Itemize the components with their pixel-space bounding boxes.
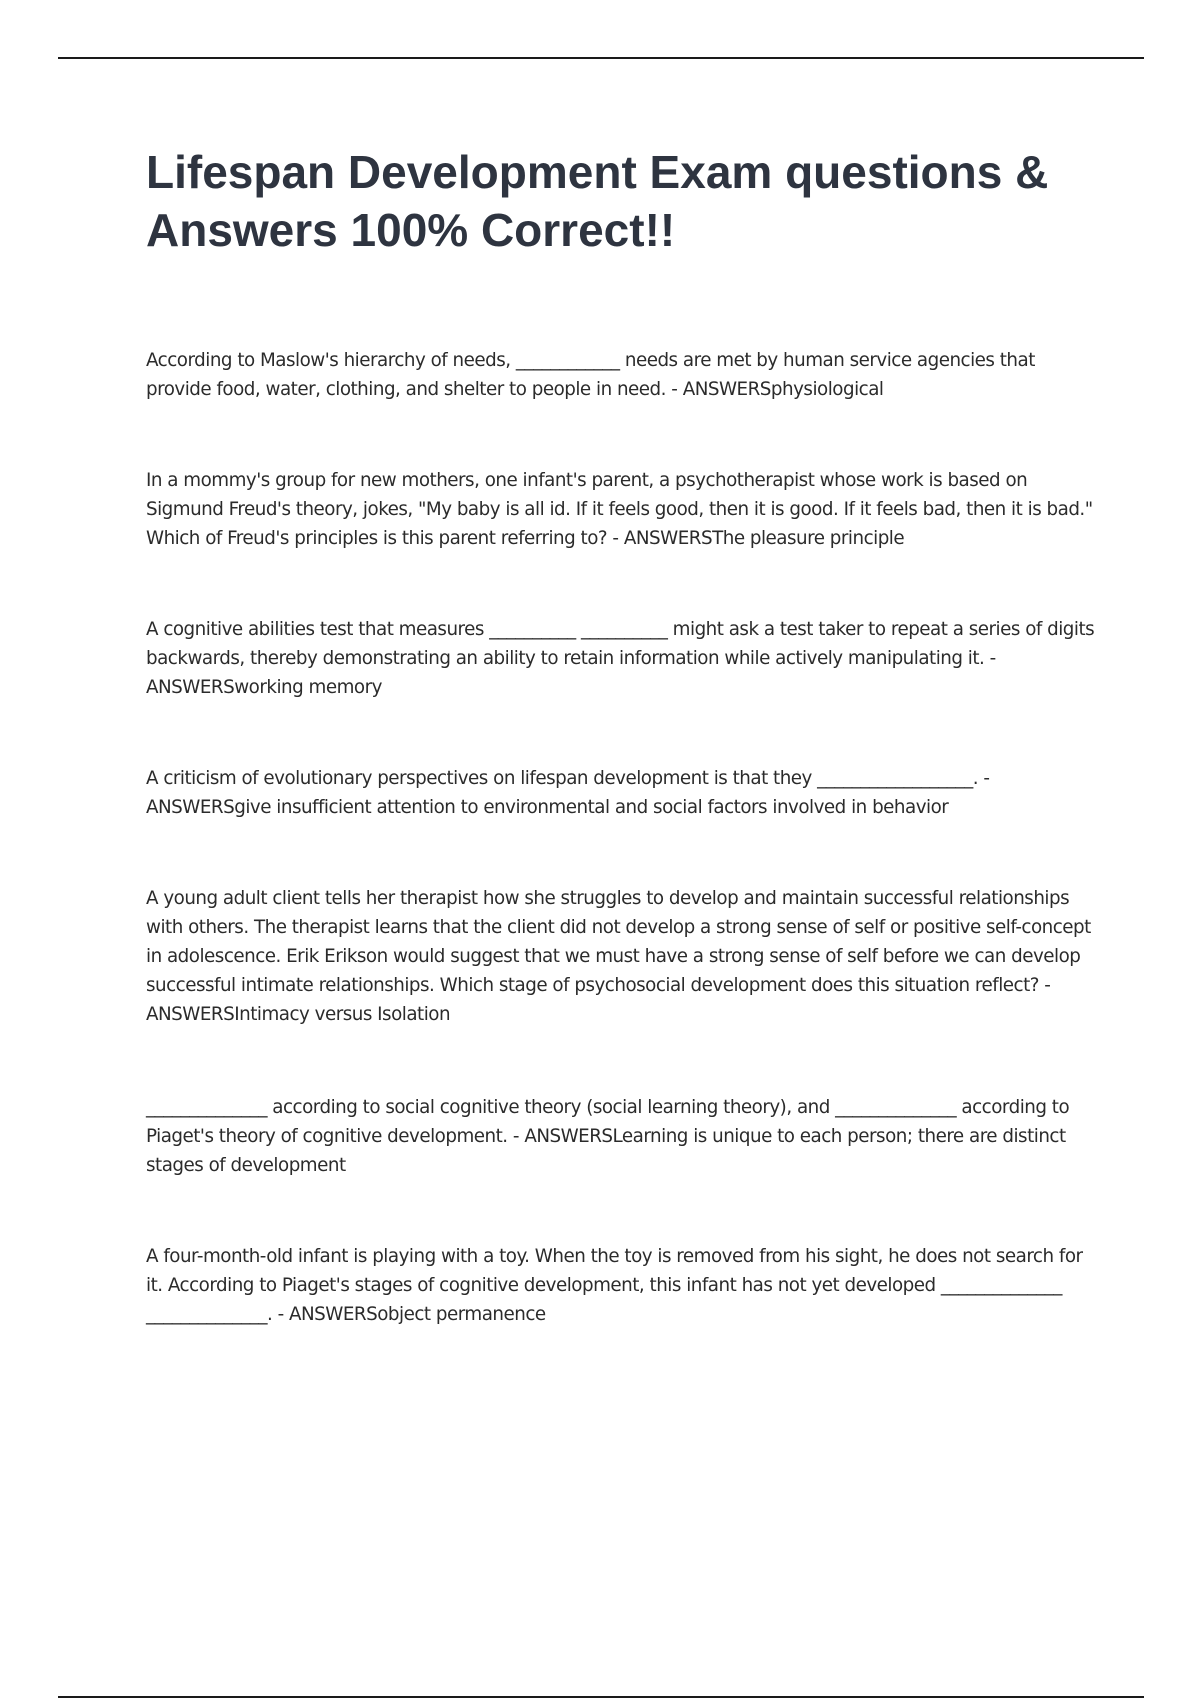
answer-separator: - ANSWERS [607,528,713,549]
question-text: According to Maslow's hierarchy of needs, ____________ needs are met by human service agencies that provide food, water, clothing, and shelter to people in need. [146,350,1035,400]
answer-separator: - ANSWERS [146,648,996,698]
answer-separator: - ANSWERS [507,1126,613,1147]
answer-separator: - ANSWERS [665,379,771,400]
qa-item [146,884,1096,1029]
bottom-divider [58,1696,1144,1698]
answer-text: The pleasure principle [712,528,905,549]
question-text: In a mommy's group for new mothers, one infant's parent, a psychotherapist whose work is based on Sigmund Freud's theory, jokes, "My baby is all id. If it feels good, then it is good. If it feels bad, then it is bad." Which of Freud's principles is this parent referring to? [146,470,1093,549]
answer-text: Intimacy versus Isolation [234,1004,451,1025]
answer-text: physiological [770,379,884,400]
answer-separator: - ANSWERS [272,1304,378,1325]
top-divider [58,57,1144,59]
question-text: A young adult client tells her therapist how she struggles to develop and maintain successful relationships with others. The therapist learns that the client did not develop a strong sense of self or positive self-concept in adolescence. Erik Erikson would suggest that we must have a strong sense of self before we can develop successful intimate relationships. Which stage of psychosocial development does this situation reflect? [146,888,1091,996]
qa-item [146,346,1096,404]
question-text: A cognitive abilities test that measures __________ __________ might ask a test taker to repeat a series of digits backwards, thereby demonstrating an ability to retain information while actively manipulating it. [146,619,1095,669]
answer-text: working memory [234,677,382,698]
answer-text: give insufficient attention to environmental and social factors involved in behavior [234,797,949,818]
answer-separator: - ANSWERS [146,975,1051,1025]
qa-item [146,1093,1096,1180]
qa-item [146,764,1096,822]
page-title: Lifespan Development Exam questions & Answers 100% Correct!! [146,146,1049,256]
answer-text: object permanence [377,1304,546,1325]
question-text: ______________ according to social cognitive theory (social learning theory), and ______________ according to Piaget's theory of cognitive development. [146,1097,1070,1147]
answer-separator: - ANSWERS [146,768,990,818]
qa-item [146,1242,1096,1329]
answer-text: Learning is unique to each person; there are distinct stages of development [146,1126,1066,1176]
qa-item [146,466,1096,553]
question-text: A criticism of evolutionary perspectives on lifespan development is that they __________________. [146,768,979,789]
qa-item [146,615,1096,702]
question-text: A four-month-old infant is playing with a toy. When the toy is removed from his sight, he does not search for it. According to Piaget's stages of cognitive development, this infant has not yet developed ______________ ______________. [146,1246,1083,1325]
